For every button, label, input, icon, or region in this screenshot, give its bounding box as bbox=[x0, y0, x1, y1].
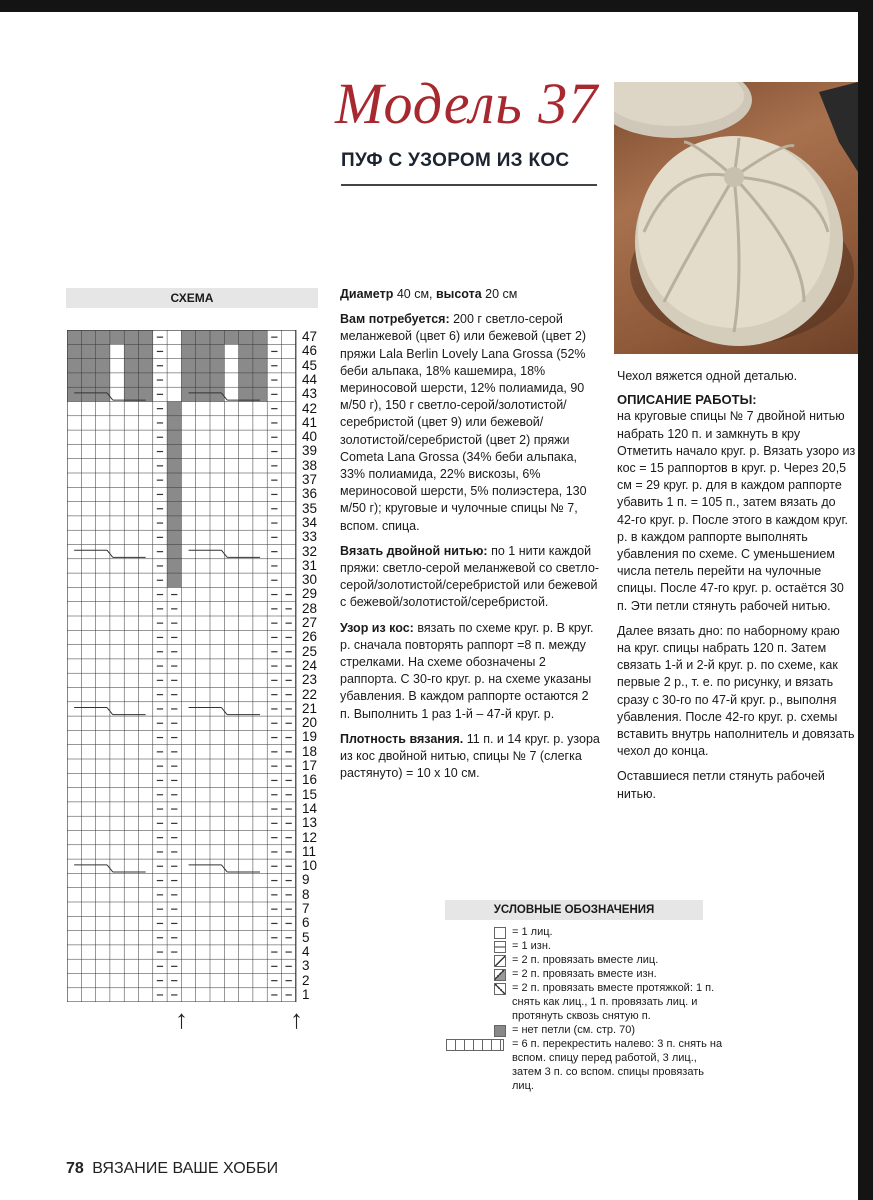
row-number: 30 bbox=[302, 572, 318, 588]
no-stitch-cell bbox=[167, 530, 181, 544]
no-stitch-cell bbox=[167, 444, 181, 458]
instructions-paragraph-3: Оставшиеся петли стянуть рабочей нитью. bbox=[617, 769, 825, 801]
knit-stitch-icon bbox=[494, 927, 506, 939]
row-number: 32 bbox=[302, 543, 318, 559]
legend-item: = 6 п. перекрестить налево: 3 п. снять на вспом. спицу перед работой, 3 лиц., затем 3 п. со вспом. спицы провязать лиц. bbox=[494, 1037, 724, 1093]
dimensions-paragraph: Диаметр 40 см, высота 20 см bbox=[340, 287, 518, 301]
row-number: 37 bbox=[302, 472, 318, 487]
row-number: 21 bbox=[302, 700, 318, 716]
row-number: 34 bbox=[302, 514, 318, 530]
row-number: 35 bbox=[302, 500, 318, 516]
instructions-heading: ОПИСАНИЕ РАБОТЫ: bbox=[617, 392, 757, 408]
row-number: 8 bbox=[302, 886, 310, 902]
k2tog-icon bbox=[494, 955, 506, 967]
row-number: 22 bbox=[302, 686, 318, 702]
row-number: 16 bbox=[302, 772, 318, 788]
magazine-name: ВЯЗАНИЕ ВАШЕ ХОББИ bbox=[92, 1160, 279, 1177]
double-yarn-paragraph: Вязать двойной нитью: по 1 нити каждой пряжи: светло-серой меланжевой со светло-серой/золотистой/серебристой или бежевой с бежевой/золотистой/серебристой. bbox=[340, 543, 600, 610]
no-stitch-cell bbox=[181, 387, 195, 401]
legend-item: = 2 п. провязать вместе протяжкой: 1 п. снять как лиц., 1 п. провязать лиц. и протянуть сквозь снятую п. bbox=[494, 981, 724, 1023]
no-stitch-cell bbox=[167, 545, 181, 559]
legend-item: = 2 п. провязать вместе лиц. bbox=[494, 953, 724, 967]
instructions-paragraph-2: Далее вязать дно: по наборному краю на круг. спицы набрать 120 п. Затем связать 1-й и 2-й круг. р. по схеме, как первые 2 р., т. е. по рисунку, и вязать сразу с 30-го по 47-й круг. р., выполня убавления. После 42-го круг. р. схемы вставить внутрь наполнитель и довязать чехол до конца. bbox=[617, 623, 855, 759]
no-stitch-cell bbox=[67, 330, 81, 344]
row-number: 23 bbox=[302, 672, 318, 688]
cable-cross-icon bbox=[446, 1039, 504, 1051]
no-stitch-cell bbox=[81, 387, 95, 401]
row-number: 25 bbox=[302, 643, 318, 659]
page-subtitle: ПУФ С УЗОРОМ ИЗ КОС bbox=[341, 150, 570, 171]
no-stitch-cell bbox=[210, 330, 224, 344]
no-stitch-cell bbox=[139, 373, 153, 387]
no-stitch-cell bbox=[167, 516, 181, 530]
no-stitch-cell bbox=[196, 344, 210, 358]
no-stitch-cell bbox=[67, 373, 81, 387]
instructions-paragraph-1: на круговые спицы № 7 двойной нитью набрать 120 п. и замкнуть в кру Отметить начало круг. р. Вязать узоро из кос = 15 раппортов в круг. р. Через 20,5 см = 29 круг. р. для в каждом раппорте убавить 1 п. = 105 п., затем вязать до 42-го круг. р. После этого в каждом круг. р. в каждом раппорте выполнять убавления по схеме. С уменьшением числа петель перейти на чулочные спицы. После 47-го круг. р. остаётся 30 п. Эти петли стянуть рабочей нитью. bbox=[617, 409, 856, 613]
no-stitch-cell bbox=[139, 387, 153, 401]
row-number: 47 bbox=[302, 329, 318, 344]
no-stitch-cell bbox=[210, 359, 224, 373]
row-number: 28 bbox=[302, 600, 318, 616]
no-stitch-cell bbox=[253, 387, 267, 401]
no-stitch-cell bbox=[224, 330, 238, 344]
no-stitch-cell bbox=[81, 330, 95, 344]
row-number: 18 bbox=[302, 743, 318, 759]
pouf-illustration bbox=[614, 82, 858, 354]
pouf-photo bbox=[614, 82, 858, 354]
page-footer bbox=[66, 1160, 278, 1178]
no-stitch-cell bbox=[181, 359, 195, 373]
knitting-chart bbox=[67, 330, 297, 1002]
no-stitch-cell bbox=[210, 344, 224, 358]
no-stitch-cell bbox=[181, 373, 195, 387]
top-edge bbox=[0, 0, 873, 12]
right-edge bbox=[858, 0, 873, 1200]
row-number: 10 bbox=[302, 858, 318, 874]
no-stitch-cell bbox=[181, 344, 195, 358]
no-stitch-cell bbox=[139, 344, 153, 358]
no-stitch-cell bbox=[253, 373, 267, 387]
no-stitch-cell bbox=[96, 373, 110, 387]
row-number: 2 bbox=[302, 972, 310, 988]
no-stitch-cell bbox=[253, 344, 267, 358]
no-stitch-cell bbox=[167, 487, 181, 501]
legend-item: = 1 изн. bbox=[494, 939, 724, 953]
no-stitch-cell bbox=[167, 416, 181, 430]
legend-list bbox=[494, 925, 724, 1093]
row-number: 26 bbox=[302, 629, 318, 645]
row-number: 15 bbox=[302, 786, 318, 802]
no-stitch-cell bbox=[239, 373, 253, 387]
row-number: 13 bbox=[302, 815, 318, 831]
cable-pattern-paragraph: Узор из кос: вязать по схеме круг. р. В круг. р. сначала повторять раппорт =8 п. между стрелками. На схеме обозначены 2 раппорта. С 30-го круг. р. на схеме указаны убавления. В каждом раппорте остаются 2 п. Выполнить 1 раз 1-й – 47-й круг. р. bbox=[340, 620, 594, 721]
no-stitch-cell bbox=[196, 387, 210, 401]
row-number: 42 bbox=[302, 400, 318, 416]
row-number: 29 bbox=[302, 586, 318, 602]
gauge-paragraph: Плотность вязания. 11 п. и 14 круг. р. узора из кос двойной нитью, спицы № 7 (слегка растянуто) = 10 х 10 см. bbox=[340, 731, 600, 781]
no-stitch-cell bbox=[196, 373, 210, 387]
no-stitch-cell bbox=[96, 330, 110, 344]
no-stitch-cell bbox=[139, 330, 153, 344]
no-stitch-cell bbox=[167, 402, 181, 416]
row-number: 36 bbox=[302, 486, 318, 502]
row-number: 12 bbox=[302, 829, 318, 845]
schema-label: СХЕМА bbox=[66, 288, 318, 308]
p2tog-icon bbox=[494, 969, 506, 981]
no-stitch-cell bbox=[110, 330, 124, 344]
row-number: 41 bbox=[302, 414, 318, 430]
repeat-start-arrow-icon: ↑ bbox=[175, 1004, 188, 1034]
repeat-end-arrow-icon: ↑ bbox=[290, 1004, 303, 1034]
row-number: 9 bbox=[302, 872, 310, 888]
no-stitch-cell bbox=[81, 344, 95, 358]
row-number: 38 bbox=[302, 457, 318, 473]
row-number: 43 bbox=[302, 386, 318, 402]
row-number: 33 bbox=[302, 529, 318, 545]
row-number: 40 bbox=[302, 429, 318, 445]
no-stitch-cell bbox=[167, 559, 181, 573]
no-stitch-cell bbox=[167, 573, 181, 587]
row-number: 46 bbox=[302, 343, 318, 359]
no-stitch-cell bbox=[167, 502, 181, 516]
no-stitch-cell bbox=[210, 373, 224, 387]
legend-item: = 2 п. провязать вместе изн. bbox=[494, 967, 724, 981]
materials-paragraph: Вам потребуется: 200 г светло-серой меланжевой (цвет 6) или бежевой (цвет 2) пряжи Lala Berlin Lovely Lana Grossa (52% беби альпака, 18% кашемира, 18% мериносовой шерсти, 12% полиамида, 90 м/50 г), 150 г светло-серой/золотистой/серебристой (цвет 9) или бежевой/золотистой/серебристой (цвет 2) пряжи Cometa Lana Grossa (34% беби альпака, 33% полиамида, 22% вискозы, 6% мериносовой шерсти, 5% полиэстера, 130 м/50 г); круговые и чулочные спицы № 7, вспом. спица. bbox=[340, 312, 587, 533]
ssk-icon bbox=[494, 983, 506, 995]
no-stitch-cell bbox=[124, 344, 138, 358]
no-stitch-cell bbox=[81, 359, 95, 373]
row-number: 7 bbox=[302, 901, 310, 916]
no-stitch-cell bbox=[239, 359, 253, 373]
row-number: 31 bbox=[302, 557, 318, 573]
no-stitch-cell bbox=[67, 387, 81, 401]
page-number: 78 bbox=[66, 1160, 84, 1177]
no-stitch-cell bbox=[239, 330, 253, 344]
no-stitch-icon bbox=[494, 1025, 506, 1037]
no-stitch-cell bbox=[196, 359, 210, 373]
no-stitch-cell bbox=[239, 387, 253, 401]
no-stitch-cell bbox=[124, 387, 138, 401]
row-number: 39 bbox=[302, 443, 318, 459]
row-number: 19 bbox=[302, 729, 318, 745]
row-number: 14 bbox=[302, 800, 318, 816]
no-stitch-cell bbox=[96, 344, 110, 358]
subtitle-rule bbox=[341, 184, 597, 186]
row-number: 11 bbox=[302, 843, 317, 859]
no-stitch-cell bbox=[139, 359, 153, 373]
row-number: 17 bbox=[302, 758, 318, 773]
row-number: 6 bbox=[302, 915, 310, 931]
row-number: 44 bbox=[302, 371, 318, 387]
row-number: 24 bbox=[302, 657, 318, 673]
row-number: 20 bbox=[302, 715, 318, 731]
no-stitch-cell bbox=[124, 359, 138, 373]
no-stitch-cell bbox=[253, 359, 267, 373]
legend-title: УСЛОВНЫЕ ОБОЗНАЧЕНИЯ bbox=[445, 900, 703, 920]
no-stitch-cell bbox=[67, 344, 81, 358]
no-stitch-cell bbox=[167, 473, 181, 487]
legend-item: = 1 лиц. bbox=[494, 925, 724, 939]
no-stitch-cell bbox=[124, 373, 138, 387]
no-stitch-cell bbox=[67, 359, 81, 373]
row-number: 5 bbox=[302, 929, 310, 945]
no-stitch-cell bbox=[96, 359, 110, 373]
row-number: 4 bbox=[302, 943, 310, 959]
instructions-column bbox=[617, 368, 857, 811]
page-title: Модель 37 bbox=[335, 71, 599, 136]
no-stitch-cell bbox=[167, 459, 181, 473]
no-stitch-cell bbox=[239, 344, 253, 358]
row-number: 1 bbox=[302, 986, 310, 1002]
row-number: 3 bbox=[302, 958, 310, 974]
purl-stitch-icon bbox=[494, 941, 506, 953]
no-stitch-cell bbox=[196, 330, 210, 344]
no-stitch-cell bbox=[181, 330, 195, 344]
row-number: 27 bbox=[302, 615, 318, 630]
materials-column bbox=[340, 286, 602, 790]
no-stitch-cell bbox=[253, 330, 267, 344]
intro-paragraph: Чехол вяжется одной деталью. bbox=[617, 369, 798, 383]
no-stitch-cell bbox=[167, 430, 181, 444]
no-stitch-cell bbox=[81, 373, 95, 387]
row-number: 45 bbox=[302, 357, 318, 373]
legend-item: = нет петли (см. стр. 70) bbox=[494, 1023, 724, 1037]
no-stitch-cell bbox=[124, 330, 138, 344]
